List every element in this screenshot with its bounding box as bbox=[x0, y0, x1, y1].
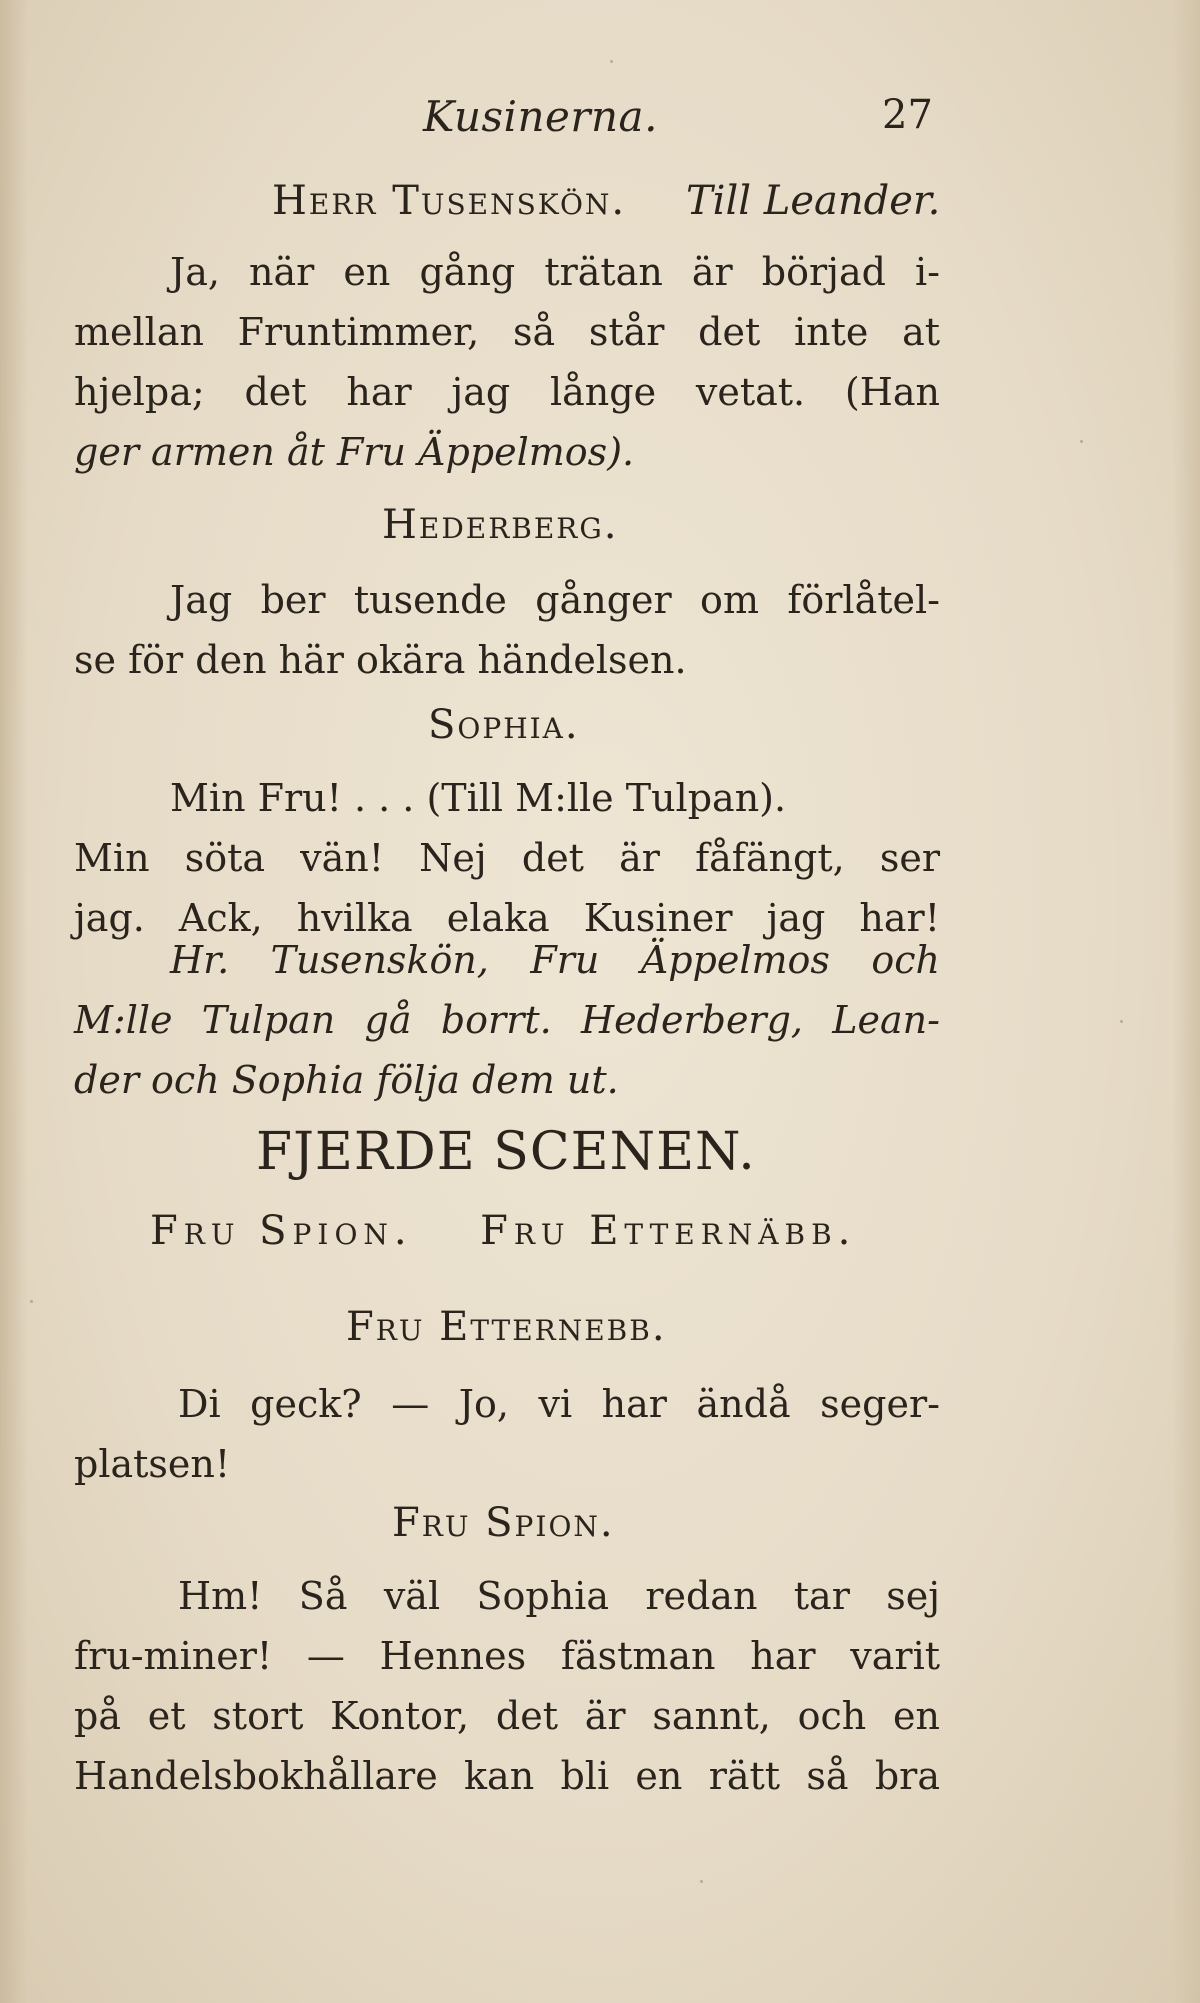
text-line: Hm! Så väl Sophia redan tar sej bbox=[178, 1574, 940, 1618]
page-edge-shadow-left bbox=[0, 0, 28, 2003]
scene-title: FJERDE SCENEN. bbox=[256, 1122, 756, 1182]
text-line: der och Sophia följa dem ut. bbox=[74, 1058, 619, 1102]
exit-stage-direction bbox=[74, 930, 940, 1110]
text-line: jag. Ack, hvilka elaka Kusiner jag har! bbox=[74, 896, 940, 940]
scene-character-etternabb: Fru Etternäbb. bbox=[480, 1208, 857, 1254]
scene-character-spion: Fru Spion. bbox=[150, 1208, 413, 1254]
speech-spion bbox=[74, 1566, 940, 1806]
text-line: M:lle Tulpan gå borrt. Hederberg, Lean- bbox=[74, 998, 940, 1042]
text-line: Di geck? — Jo, vi har ändå seger- bbox=[178, 1382, 940, 1426]
speaker-tusenskon: Herr Tusenskön. bbox=[272, 178, 627, 224]
speech-sophia bbox=[74, 768, 940, 948]
text-line: Jag ber tusende gånger om förlåtel- bbox=[170, 578, 940, 622]
running-title: Kusinerna. bbox=[423, 92, 658, 141]
speech-hederberg bbox=[74, 570, 940, 690]
text-line: hjelpa; det har jag långe vetat. (Han bbox=[74, 370, 940, 414]
text-line: på et stort Kontor, det är sannt, och en bbox=[74, 1694, 940, 1738]
paper-speck bbox=[1120, 1020, 1123, 1023]
text-line: se för den här okära händelsen. bbox=[74, 638, 687, 682]
speaker-spion: Fru Spion. bbox=[392, 1500, 615, 1546]
text-line: mellan Fruntimmer, så står det inte at bbox=[74, 310, 940, 354]
speech-etternebb bbox=[74, 1374, 940, 1494]
speaker-sophia: Sophia. bbox=[428, 702, 580, 748]
stage-direction-till-leander: Till Leander. bbox=[686, 178, 941, 224]
paper-speck bbox=[30, 1300, 33, 1303]
text-line: ger armen åt Fru Äppelmos). bbox=[74, 430, 635, 474]
paper-speck bbox=[700, 1880, 703, 1883]
paper-speck bbox=[610, 60, 613, 63]
page-number: 27 bbox=[882, 92, 933, 138]
text-line: Hr. Tusenskön, Fru Äppelmos och bbox=[170, 938, 940, 982]
scene-characters bbox=[150, 1208, 856, 1254]
text-line: Ja, när en gång trätan är börjad i- bbox=[170, 250, 940, 294]
speech-tusenskon bbox=[74, 242, 940, 482]
speaker-etternebb: Fru Etternebb. bbox=[346, 1304, 667, 1350]
text-line: Handelsbokhållare kan bli en rätt så bra bbox=[74, 1754, 940, 1798]
paper-speck bbox=[1080, 440, 1083, 443]
speaker-hederberg: Hederberg. bbox=[382, 502, 619, 548]
text-line: Min Fru! . . . (Till M:lle Tulpan). bbox=[170, 776, 787, 820]
text-line: fru-miner! — Hennes fästman har varit bbox=[74, 1634, 940, 1678]
page-edge-shadow-right bbox=[1172, 0, 1200, 2003]
text-line: Min söta vän! Nej det är fåfängt, ser bbox=[74, 836, 940, 880]
text-line: platsen! bbox=[74, 1442, 231, 1486]
